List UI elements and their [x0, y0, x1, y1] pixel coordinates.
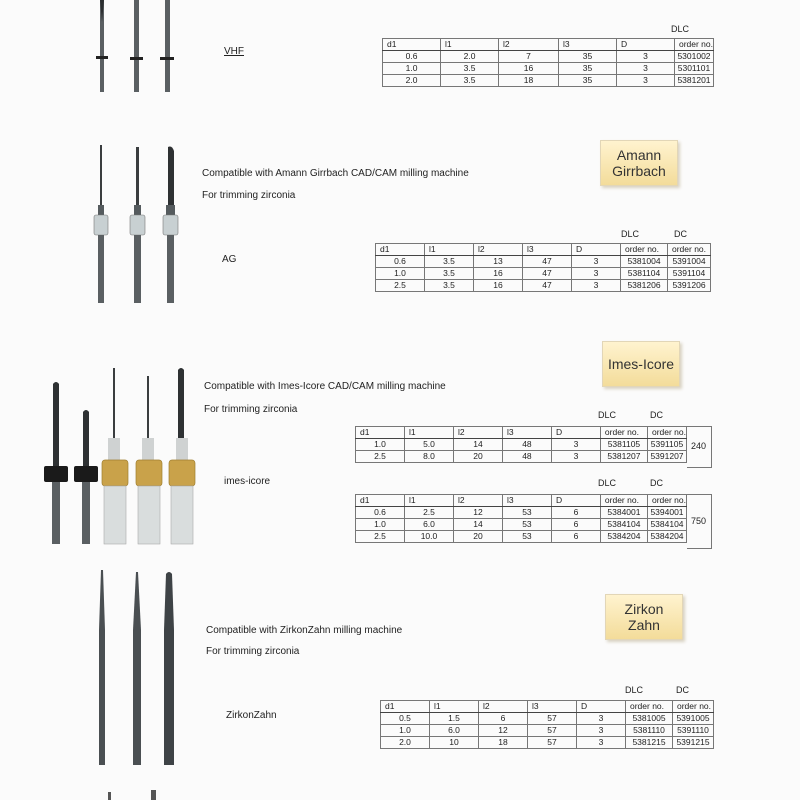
cell: 14 — [453, 519, 502, 531]
imes-side-value-240: 240 — [691, 441, 707, 451]
zz-compat-text: Compatible with ZirkonZahn milling machine — [206, 625, 403, 636]
cell: 6 — [551, 507, 600, 519]
imes-dlc-label-1: DLC — [598, 410, 617, 420]
zz-tool-2 — [133, 572, 141, 765]
cell: 12 — [453, 507, 502, 519]
ag-purpose-text: For trimming zirconia — [202, 190, 296, 201]
cell: 57 — [528, 737, 577, 749]
cell: 10.0 — [404, 531, 453, 543]
cell: 16 — [474, 268, 523, 280]
header-l2: l2 — [453, 427, 502, 439]
table-row — [383, 51, 714, 63]
table-header-row — [356, 495, 687, 507]
cell: 16 — [474, 280, 523, 292]
cell: 5381004 — [621, 256, 668, 268]
header-l1: l1 — [425, 244, 474, 256]
vhf-label: VHF — [224, 46, 244, 57]
header-d1: d1 — [376, 244, 425, 256]
table-row — [381, 713, 714, 725]
imes-tool-5 — [169, 368, 195, 544]
cell: 2.0 — [383, 75, 441, 87]
cell: 2.0 — [441, 51, 499, 63]
table-row — [383, 63, 714, 75]
next-tools-partial — [108, 790, 156, 800]
cell: 5381105 — [600, 439, 647, 451]
cell: 5391207 — [647, 451, 686, 463]
header-l1: l1 — [430, 701, 479, 713]
imes-dc-label-2: DC — [650, 478, 663, 488]
imes-icore-tools-illustration — [40, 366, 200, 546]
header-l1: l1 — [404, 495, 453, 507]
header-order-no-dc: order no. — [647, 427, 686, 439]
cell: 3 — [616, 63, 674, 75]
cell: 57 — [528, 725, 577, 737]
cell: 6 — [551, 519, 600, 531]
header-D: D — [551, 427, 600, 439]
cell: 3.5 — [425, 280, 474, 292]
zz-dc-label: DC — [676, 685, 689, 695]
cell: 10 — [430, 737, 479, 749]
header-l2: l2 — [474, 244, 523, 256]
ag-tool-2 — [130, 147, 145, 303]
header-d1: d1 — [383, 39, 441, 51]
cell: 1.0 — [356, 519, 405, 531]
cell: 5381005 — [626, 713, 673, 725]
cell: 1.0 — [381, 725, 430, 737]
vhf-tool-2 — [130, 0, 143, 92]
imes-dc-label-1: DC — [650, 410, 663, 420]
imes-tool-2 — [74, 410, 98, 544]
zirkonzahn-badge — [605, 594, 683, 640]
cell: 16 — [499, 63, 559, 75]
ag-dc-label: DC — [674, 229, 687, 239]
cell: 3.5 — [425, 268, 474, 280]
header-order-no-dc: order no. — [668, 244, 711, 256]
cell: 35 — [558, 63, 616, 75]
cell: 8.0 — [404, 451, 453, 463]
cell: 48 — [502, 451, 551, 463]
vhf-tool-3 — [160, 0, 174, 92]
ag-spec-table — [375, 243, 711, 292]
ag-tool-3 — [163, 147, 178, 304]
table-row — [381, 725, 714, 737]
header-order-no-dlc: order no. — [626, 701, 673, 713]
cell: 5381206 — [621, 280, 668, 292]
cell: 1.0 — [383, 63, 441, 75]
imes-purpose-text: For trimming zirconia — [204, 404, 298, 415]
cell: 5384104 — [600, 519, 647, 531]
cell: 5391105 — [647, 439, 686, 451]
cell: 1.5 — [430, 713, 479, 725]
cell: 3 — [572, 256, 621, 268]
badge-line: Zirkon — [624, 601, 664, 617]
cell: 3 — [577, 725, 626, 737]
cell: 13 — [474, 256, 523, 268]
badge-line: Zahn — [628, 617, 660, 633]
zz-tool-3 — [164, 572, 174, 765]
cell: 5381201 — [674, 75, 713, 87]
cell: 2.5 — [404, 507, 453, 519]
cell: 18 — [479, 737, 528, 749]
vhf-spec-table — [382, 38, 714, 87]
imes-compat-text: Compatible with Imes-Icore CAD/CAM milling machine — [204, 381, 446, 392]
cell: 0.5 — [381, 713, 430, 725]
header-D: D — [616, 39, 674, 51]
cell: 5384001 — [600, 507, 647, 519]
cell: 5384104 — [647, 519, 686, 531]
cell: 3 — [577, 713, 626, 725]
cell: 53 — [502, 507, 551, 519]
header-l3: l3 — [558, 39, 616, 51]
cell: 5391215 — [673, 737, 714, 749]
cell: 12 — [479, 725, 528, 737]
zz-dlc-label: DLC — [625, 685, 644, 695]
imes-dlc-label-2: DLC — [598, 478, 617, 488]
cell: 47 — [523, 268, 572, 280]
cell: 0.6 — [383, 51, 441, 63]
cell: 20 — [453, 531, 502, 543]
cell: 2.5 — [376, 280, 425, 292]
table-row — [376, 280, 711, 292]
cell: 5381104 — [621, 268, 668, 280]
header-D: D — [572, 244, 621, 256]
zz-purpose-text: For trimming zirconia — [206, 646, 300, 657]
table-row — [356, 519, 687, 531]
imes-tool-4 — [136, 376, 162, 544]
ag-tools-illustration — [90, 145, 190, 305]
cell: 2.5 — [356, 451, 405, 463]
imes-spec-table-240 — [355, 426, 687, 463]
ag-dlc-label: DLC — [621, 229, 640, 239]
badge-line: Girrbach — [612, 163, 666, 179]
cell: 5.0 — [404, 439, 453, 451]
header-order-no-dlc: order no. — [621, 244, 668, 256]
cell: 53 — [502, 531, 551, 543]
cell: 35 — [558, 75, 616, 87]
imes-spec-table-750 — [355, 494, 687, 543]
zz-spec-table — [380, 700, 714, 749]
amann-girrbach-badge — [600, 140, 678, 186]
table-row — [356, 439, 687, 451]
cell: 5381207 — [600, 451, 647, 463]
cell: 5391104 — [668, 268, 711, 280]
table-row — [376, 256, 711, 268]
imes-tool-3 — [102, 368, 128, 544]
cell: 20 — [453, 451, 502, 463]
cell: 5391005 — [673, 713, 714, 725]
cell: 53 — [502, 519, 551, 531]
header-d1: d1 — [381, 701, 430, 713]
imes-label: imes-icore — [224, 476, 271, 487]
header-order-no: order no. — [674, 39, 713, 51]
header-order-no-dlc: order no. — [600, 495, 647, 507]
cell: 47 — [523, 280, 572, 292]
header-l3: l3 — [502, 427, 551, 439]
header-l1: l1 — [404, 427, 453, 439]
cell: 5301002 — [674, 51, 713, 63]
cell: 14 — [453, 439, 502, 451]
cell: 5391004 — [668, 256, 711, 268]
imes-tool-1 — [44, 382, 68, 544]
cell: 2.0 — [381, 737, 430, 749]
table-row — [383, 75, 714, 87]
cell: 35 — [558, 51, 616, 63]
cell: 3 — [572, 280, 621, 292]
header-D: D — [551, 495, 600, 507]
header-l1: l1 — [441, 39, 499, 51]
cell: 3 — [572, 268, 621, 280]
header-l2: l2 — [499, 39, 559, 51]
header-l3: l3 — [523, 244, 572, 256]
cell: 0.6 — [376, 256, 425, 268]
ag-tool-1 — [94, 145, 108, 303]
cell: 5391206 — [668, 280, 711, 292]
cell: 6 — [479, 713, 528, 725]
zirkonzahn-tools-illustration — [90, 570, 190, 800]
header-l2: l2 — [453, 495, 502, 507]
cell: 5384204 — [600, 531, 647, 543]
header-D: D — [577, 701, 626, 713]
table-header-row — [376, 244, 711, 256]
table-row — [376, 268, 711, 280]
header-l3: l3 — [502, 495, 551, 507]
cell: 2.5 — [356, 531, 405, 543]
header-l3: l3 — [528, 701, 577, 713]
table-row — [356, 451, 687, 463]
cell: 3.5 — [441, 63, 499, 75]
cell: 6 — [551, 531, 600, 543]
table-header-row — [383, 39, 714, 51]
table-header-row — [356, 427, 687, 439]
imes-side-value-750: 750 — [691, 516, 707, 526]
header-order-no-dlc: order no. — [600, 427, 647, 439]
cell: 5394001 — [647, 507, 686, 519]
cell: 48 — [502, 439, 551, 451]
header-order-no-dc: order no. — [647, 495, 686, 507]
cell: 7 — [499, 51, 559, 63]
ag-compat-text: Compatible with Amann Girrbach CAD/CAM milling machine — [202, 168, 469, 179]
cell: 3 — [551, 439, 600, 451]
cell: 3 — [616, 75, 674, 87]
cell: 5391110 — [673, 725, 714, 737]
cell: 1.0 — [356, 439, 405, 451]
table-row — [356, 531, 687, 543]
cell: 3 — [551, 451, 600, 463]
header-d1: d1 — [356, 495, 405, 507]
imes-icore-badge — [602, 341, 680, 387]
cell: 57 — [528, 713, 577, 725]
vhf-tool-1 — [96, 0, 108, 92]
cell: 6.0 — [404, 519, 453, 531]
vhf-tools-illustration — [90, 0, 190, 100]
cell: 5384204 — [647, 531, 686, 543]
cell: 5381110 — [626, 725, 673, 737]
zz-label: ZirkonZahn — [226, 710, 277, 721]
cell: 3 — [577, 737, 626, 749]
cell: 3.5 — [441, 75, 499, 87]
cell: 18 — [499, 75, 559, 87]
cell: 6.0 — [430, 725, 479, 737]
cell: 3 — [616, 51, 674, 63]
ag-label: AG — [222, 254, 237, 265]
badge-line: Amann — [616, 147, 662, 163]
table-row — [356, 507, 687, 519]
cell: 5301101 — [674, 63, 713, 75]
cell: 3.5 — [425, 256, 474, 268]
vhf-dlc-label: DLC — [671, 24, 690, 34]
badge-line: Imes-Icore — [607, 356, 675, 372]
table-row — [381, 737, 714, 749]
zz-tool-1 — [99, 570, 105, 765]
cell: 1.0 — [376, 268, 425, 280]
cell: 0.6 — [356, 507, 405, 519]
table-header-row — [381, 701, 714, 713]
cell: 5381215 — [626, 737, 673, 749]
cell: 47 — [523, 256, 572, 268]
header-order-no-dc: order no. — [673, 701, 714, 713]
header-d1: d1 — [356, 427, 405, 439]
header-l2: l2 — [479, 701, 528, 713]
